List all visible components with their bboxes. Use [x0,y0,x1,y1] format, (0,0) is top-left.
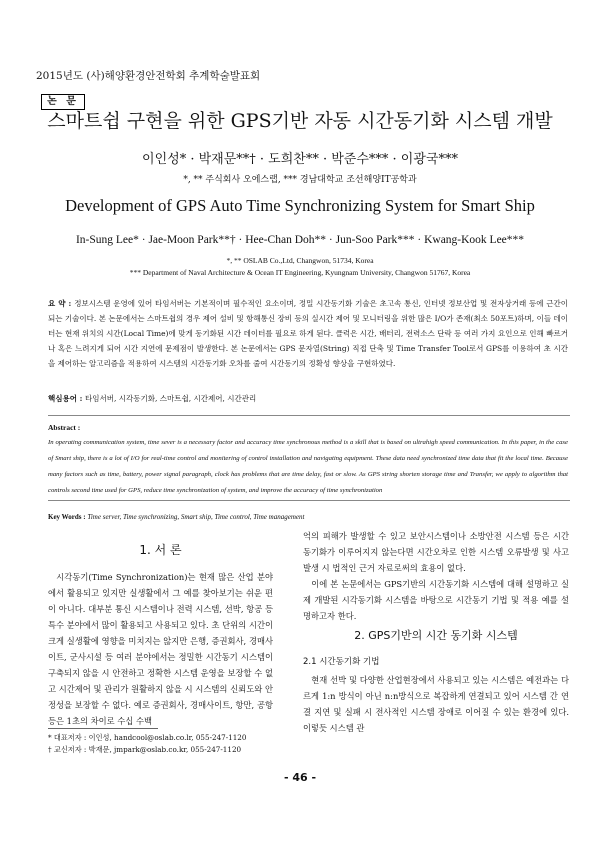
section-1-body [48,569,273,729]
keywords-english [48,513,304,521]
right-column-paragraph-2: 이에 본 논문에서는 GPS기반의 시간동기화 시스템에 대해 설명하고 실제 개발된 시각동기화 시스템을 바탕으로 시간동기 기법 및 적용 예를 설명하고자 한다. [303,579,569,621]
right-column-top [303,528,569,624]
footnote-corresponding-1: * 대표저자 : 이인성, handcool@oslab.co.lr, 055-247-1120 [48,733,247,742]
section-1-heading: 1. 서 론 [139,543,182,557]
affiliation-korean: *, ** 주식회사 오에스랩, *** 경남대학교 조선해양IT공학과 [183,175,417,185]
section-2-1-body [303,672,569,736]
section-2-heading: 2. GPS기반의 시간 동기화 시스템 [354,629,518,642]
abstract-korean-label: 요 약 : [48,299,75,308]
affiliation-english-2: *** Department of Naval Architecture & Ocean IT Engineering, Kyungnam University, Changwon 51767, Korea [129,268,471,277]
paper-type-badge: 논 문 [41,94,85,110]
abstract-english-label: Abstract : [48,423,81,432]
section-1-paragraph: 시각동기(Time Synchronization)는 현재 많은 산업 분야에서 활용되고 있지만 실생활에서 그 예를 찾아보기는 쉬운 편이 아니다. 대부분 통신 시스템이나 전력 시스템, 선박, 항공 등 특수 분야에서 많이 활용되고 사용되고 있다. 초 단위의 시간이 크게 실생활에 영향을 미치지는 않지만 은행, 증권회사, 경매사이트, 군사시설 등 여러 분야에서는 정밀한 시간동기 시스템이 구축되지 않을 시 안전하고 정확한 시스템 운영을 보장할 수 없고 시간제어 및 관리가 원활하지 않을 시 시스템의 신뢰도와 안정성을 보장할 수 없다. 예로 증권회사, 경매사이트, 항만, 공항 등은 1초의 차이로 수십 수백 [48,572,273,726]
section-2-1-heading: 2.1 시간동기화 기법 [303,657,380,667]
affiliation-english-1: *, ** OSLAB Co.,Ltd, Changwon, 51734, Korea [226,256,374,265]
keywords-korean [48,393,256,404]
keywords-english-text: Time server, Time synchronizing, Smart ship, Time control, Time management [87,513,305,521]
footnote-corresponding-2: † 교신저자 : 박재문, jmpark@oslab.co.kr, 055-247-1120 [48,745,242,754]
conference-header: 2015년도 (사)해양환경안전학회 추계학술발표회 [36,70,261,82]
page-number: - 46 - [283,771,317,784]
keywords-english-label: Key Words : [48,513,88,521]
divider-top [48,415,570,416]
right-column-paragraph-1: 억의 피해가 발생할 수 있고 보안시스템이나 소방안전 시스템 등은 시간 동기화가 이루어지지 않는다면 시간오차로 인한 시스템 오류발생 및 사고 발생 시 법적인 근거 자료로써의 효용이 없다. [303,531,569,573]
divider-bottom [48,500,570,501]
paper-title-english: Development of GPS Auto Time Synchronizing System for Smart Ship [65,196,535,215]
authors-english: In-Sung Lee* · Jae-Moon Park**† · Hee-Chan Doh** · Jun-Soo Park*** · Kwang-Kook Lee*** [75,234,525,246]
keywords-korean-label: 핵심용어 : [48,394,85,403]
paper-title-korean: 스마트쉽 구현을 위한 GPS기반 자동 시간동기화 시스템 개발 [47,110,553,132]
abstract-korean-text: 정보시스템 운영에 있어 타임서버는 기본적이며 필수적인 요소이며, 정밀 시간동기화 기술은 초고속 통신, 인터넷 정보산업 및 전자상거래 등에 근간이 되는 기술이다. 본 논문에서는 스마트쉽의 경우 제어 설비 및 항해통신 장비 등의 실시간 제어 및 모니터링을 위한 많은 I/O가 존재(최소 50포트)하며, 이들 데이터는 현재 위치의 시간(Local Time)에 맞게 동기화된 시간 데이터를 필요로 하게 된다. 클럭은 시간, 배터리, 전력소스 단락 등 여러 가지 요인으로 인해 빠르거나 혹은 느려지게 되어 시간 지연에 문제점이 발생한다. 본 논문에서는 GPS 문자열(String) 직접 단축 및 Time Transfer Tool로서 GPS를 이용하여 초 시간을 제어하는 알고리즘을 적용하여 시스템의 시간동기화 오차를 줄여 시간동기의 정확성 향상을 구현하였다. [48,299,568,368]
abstract-english-text: In operating communication system, time sever is a necessary factor and accuracy time synchronous method is a skill that is based on ultrahigh speed communication. In this paper, in the case of Smart ship, there is a lot of I/O for real-time control and monitering of control installation and navigating equipment. These data need synchronized time data that fit the local time. Because many factors such as time, battery, power signal paragraph, clock has problems that are time delay, fast or slow. As GPS string shorten storage time and Transfer, we apply to algorithm that controls second time used for GPS, reduce time synchronization of system, and improve the accuracy of time synchronization [48,439,568,494]
footnote-rule [48,728,158,729]
keywords-korean-text: 타임서버, 시각동기화, 스마트쉽, 시간제어, 시간관리 [84,394,257,403]
abstract-korean [48,296,568,371]
authors-korean: 이인성* · 박재문**† · 도희찬** · 박준수*** · 이광국*** [142,152,458,167]
section-2-1-paragraph: 현재 선박 및 다양한 산업현장에서 사용되고 있는 시스템은 예전과는 다르게 1:n 방식이 아닌 n:n방식으로 복잡하게 연결되고 있어 시스템 간 연결 지연 및 실패 시 전사적인 시스템 장애로 이어질 수 있는 환경에 있다. 이렇듯 시스템 관 [303,675,569,733]
